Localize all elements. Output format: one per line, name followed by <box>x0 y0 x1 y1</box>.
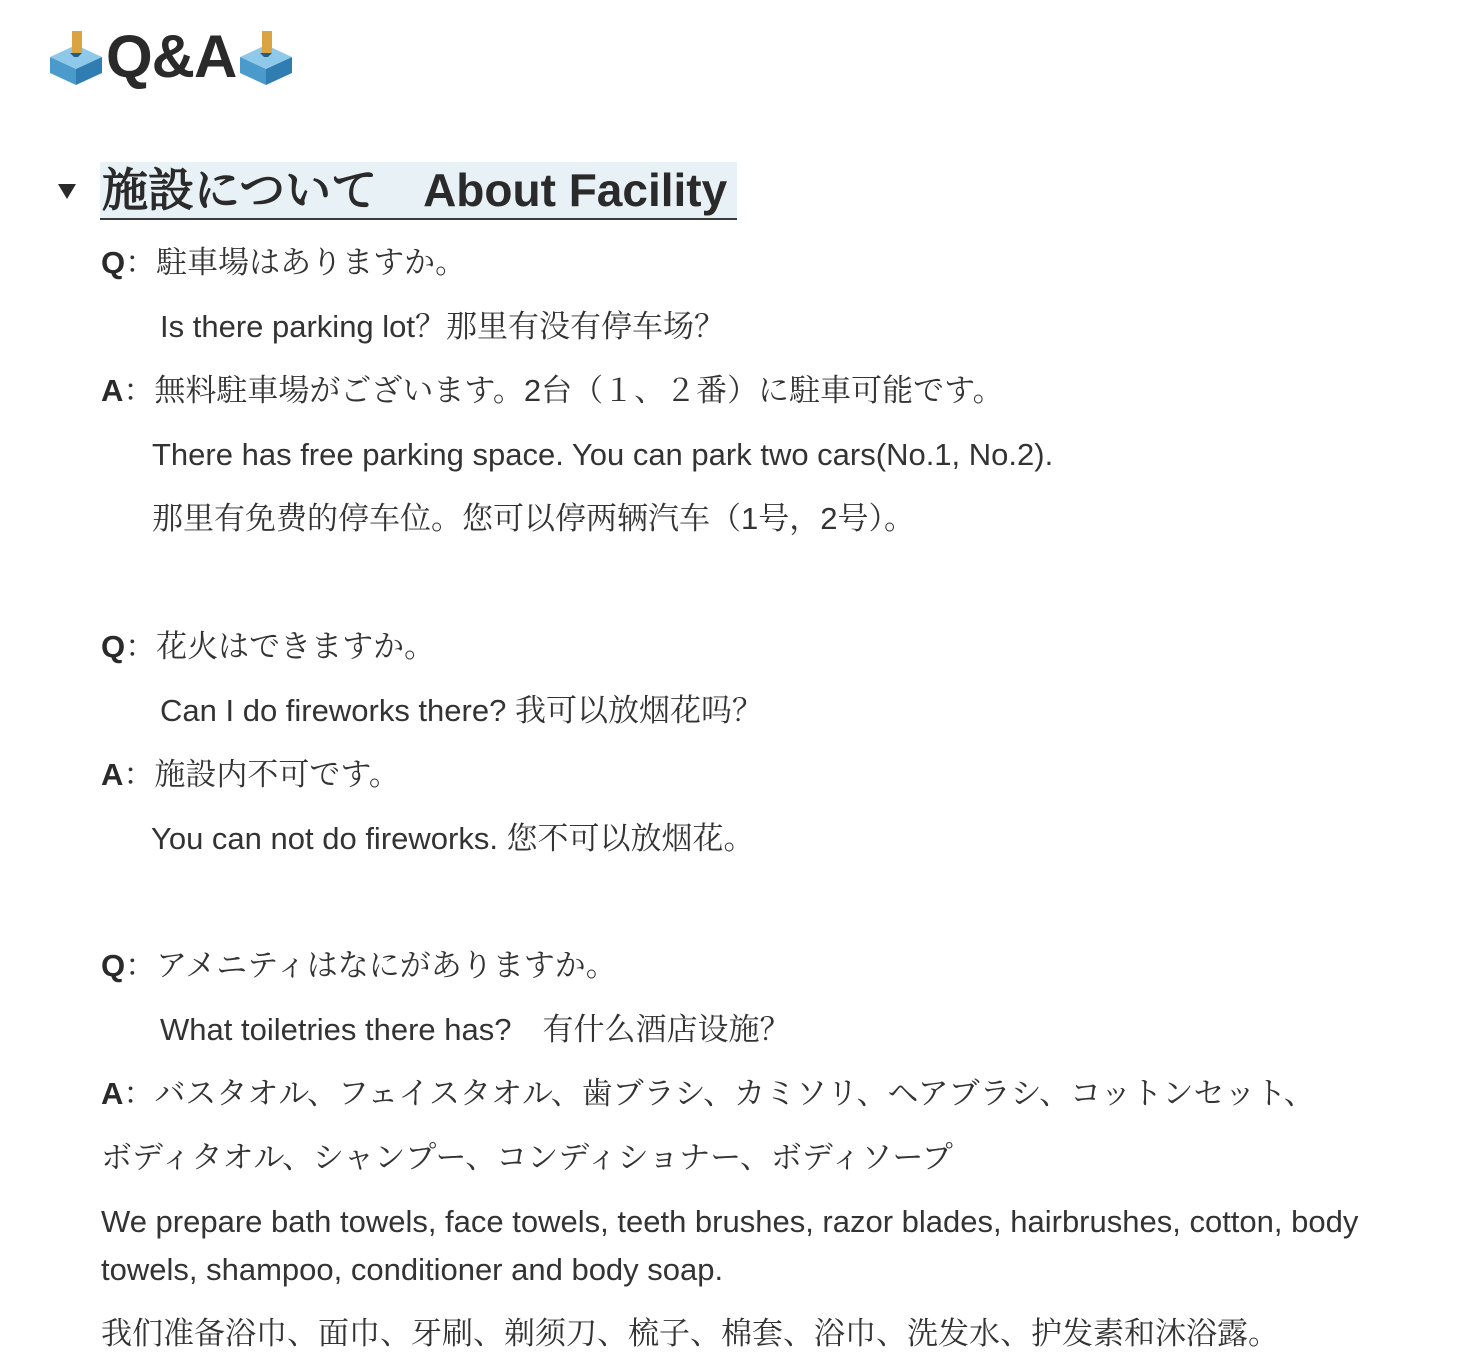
section-heading: 施設について About Facility <box>100 162 737 220</box>
question-text: ：駐車場はありますか。 <box>125 245 467 280</box>
ballot-box-icon <box>48 27 104 87</box>
question-translation: Is there parking lot？那里有没有停车场？ <box>160 309 726 344</box>
section-toggle-button[interactable] <box>52 176 82 206</box>
page-title-text: Q&A <box>106 23 237 90</box>
answer-translation-en: There has free parking space. You can park two cars(No.1, No.2). <box>152 437 1054 472</box>
question-line <box>101 627 435 667</box>
ballot-box-icon <box>238 27 294 87</box>
answer-mark: A <box>101 757 124 792</box>
triangle-down-icon <box>56 181 78 201</box>
answer-line <box>101 755 400 795</box>
question-text: ：アメニティはなにがありますか。 <box>125 948 617 983</box>
answer-text: ：無料駐車場がございます。2台（１、２番）に駐車可能です。 <box>123 373 1004 408</box>
question-line <box>101 946 617 986</box>
question-text: ：花火はできますか。 <box>125 629 436 664</box>
answer-translation: You can not do fireworks. 您不可以放烟花。 <box>151 821 755 856</box>
answer-mark: A <box>101 1076 124 1111</box>
answer-translation-zh: 我们准备浴巾、面巾、牙刷、剃须刀、梳子、棉套、浴巾、洗发水、护发素和沐浴露。 <box>101 1316 1279 1351</box>
question-line <box>101 243 466 283</box>
question-translation: What toiletries there has? 有什么酒店设施？ <box>160 1012 791 1047</box>
answer-text-continued: ボディタオル、シャンプー、コンディショナー、ボディソープ <box>101 1140 953 1175</box>
question-mark: Q <box>101 245 126 280</box>
question-mark: Q <box>101 629 126 664</box>
answer-text: ：施設内不可です。 <box>123 757 400 792</box>
answer-translation-zh: 那里有免费的停车位。您可以停两辆汽车（1号，2号）。 <box>152 501 915 536</box>
answer-line <box>101 371 1004 411</box>
answer-line <box>101 1074 1315 1114</box>
answer-mark: A <box>101 373 124 408</box>
answer-text: ：バスタオル、フェイスタオル、歯ブラシ、カミソリ、ヘアブラシ、コットンセット、 <box>123 1076 1315 1111</box>
question-translation: Can I do fireworks there? 我可以放烟花吗？ <box>160 693 763 728</box>
page-title <box>48 22 294 92</box>
question-mark: Q <box>101 948 126 983</box>
answer-translation-en: We prepare bath towels, face towels, teeth brushes, razor blades, hairbrushes, cotton, body towels, shampoo, conditioner and body soap. <box>101 1204 1359 1287</box>
